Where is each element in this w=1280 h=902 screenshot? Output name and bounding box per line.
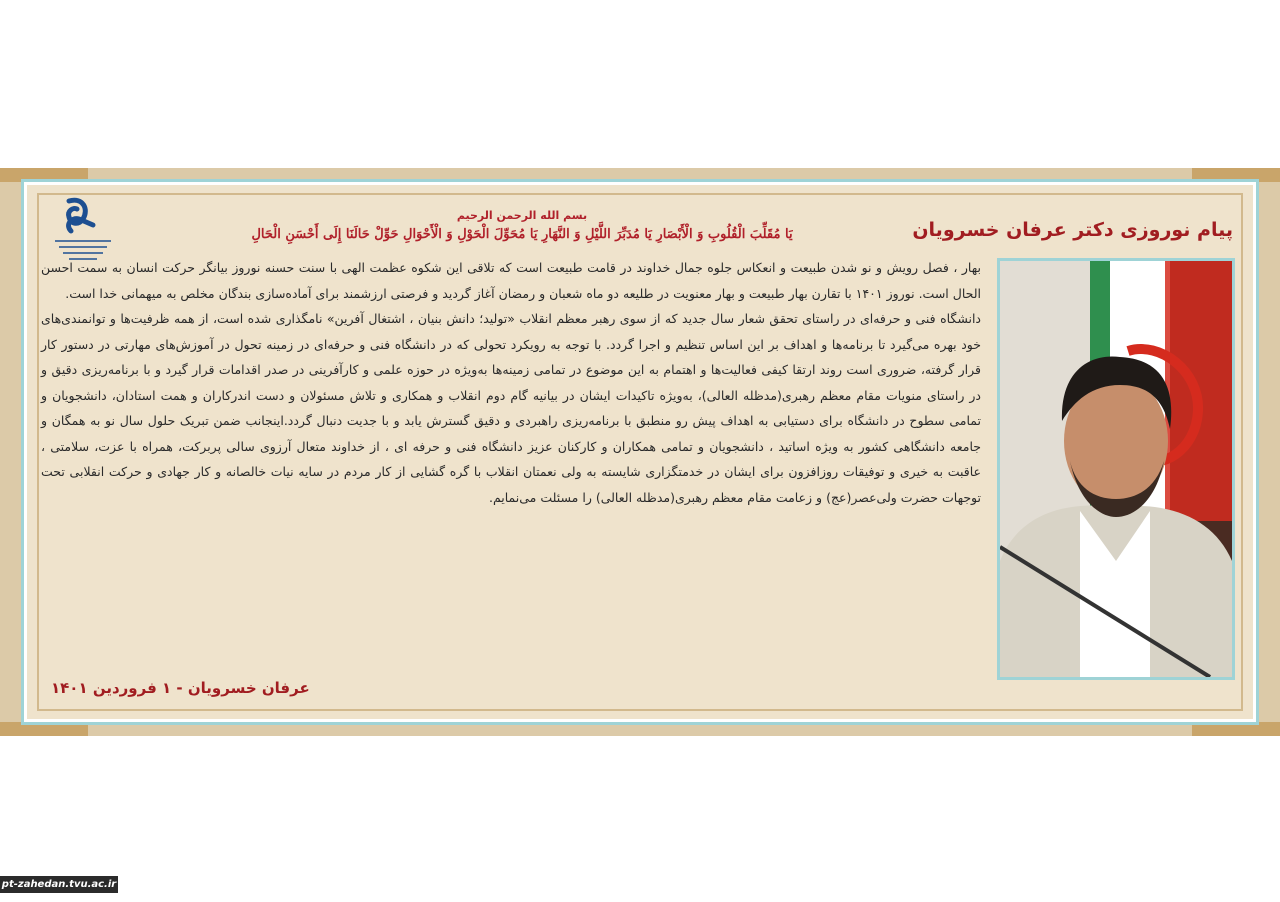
bismillah: بسم الله الرحمن الرحیم xyxy=(456,209,588,222)
site-watermark: pt-zahedan.tvu.ac.ir xyxy=(0,876,118,893)
corner-ornament xyxy=(1192,722,1280,736)
corner-ornament xyxy=(0,722,88,736)
message-frame xyxy=(24,182,1256,722)
corner-ornament xyxy=(0,168,88,182)
signature: عرفان خسرویان - ۱ فروردین ۱۴۰۱ xyxy=(51,679,310,697)
portrait-photo xyxy=(997,258,1235,680)
message-body xyxy=(41,255,981,510)
corner-ornament xyxy=(1192,168,1280,182)
page-title: پیام نوروزی دکتر عرفان خسرویان xyxy=(912,219,1233,241)
nowruz-banner xyxy=(0,168,1280,736)
portrait-photo-icon xyxy=(1000,261,1232,677)
nowruz-prayer-verse: یَا مُقَلِّبَ الْقُلُوبِ وَ الْأَبْصَارِ یَا مُدَبِّرَ اللَّیْلِ وَ النَّهَارِ یَا مُحَوِّلَ الْحَوْلِ وَ الْأَحْوَالِ حَوِّلْ حَالَنَا إِلَى أَحْسَنِ الْحَالِ xyxy=(251,227,793,242)
message-paragraph: دانشگاه فنی و حرفه‌ای در راستای تحقق شعار سال جدید که از سوی رهبر معظم انقلاب «تولید؛ دانش بنیان ، اشتغال آفرین» نامگذاری شده است، از همه ظرفیت‌ها و توانمندی‌های خود بهره می‌گیرد تا برنامه‌ها و اهداف بر این اساس تنظیم و اجرا گردد. با توجه به رویکرد تحولی که در دانشگاه فنی و حرفه‌ای در زمینه تحول در آموزش‌های مهارتی در دستور کار قرار گرفته، ضروری است روند ارتقا کیفی فعالیت‌ها و اهتمام به این موضوع در تمامی زمینه‌ها به‌ویژه در حوزه علمی و کارآفرینی در صدر اقدامات قرار گیرد و با برنامه‌ریزی دقیق و در راستای منویات مقام معظم رهبری(مدظله العالی)، به‌ویژه تاکیدات ایشان در بیانیه گام دوم انقلاب و همکاری و تلاش مسئولان و دست اندرکاران و همت استادان، دانشجویان و تمامی سطوح در دانشگاه برای دستیابی به اهداف پیش رو منطبق با برنامه‌ریزی راهبردی و دقیق گسترش یابد و با جدیت دنبال گردد.اینجانب ضمن تبریک حلول سال نو به همگان و جامعه دانشگاهی کشور به ویژه اساتید ، دانشجویان و تمامی همکاران و کارکنان عزیز دانشگاه فنی و حرفه ای ، از خداوند متعال آرزوی سالی پربرکت، همراه با عزت، سلامتی ، عاقبت به خیری و توفیقات روزافزون برای ایشان در خدمتگزاری شایسته به ولی نعمتان انقلاب با گره گشایی از کار مردم در سایه نیات خالصانه و کار جهادی و حرکت انقلابی تحت توجهات حضرت ولی‌عصر(عج) و زعامت مقام معظم رهبری(مدظله العالی) را مسئلت می‌نمایم. xyxy=(41,311,981,505)
message-paragraph: بهار ، فصل رویش و نو شدن طبیعت و انعکاس جلوه جمال خداوند در قامت طبیعت است که تلاقی این شکوه عظمت الهی با سنت حسنه نوروز بیانگر حرکت انسان به سمت احسن الحال است. نوروز ۱۴۰۱ با تقارن بهار طبیعت و بهار معنویت در طلیعه دو ماه شعبان و رمضان آغاز گردید و فرصتی ارزشمند برای آماده‌سازی بندگان مخلص به میهمانی خدا است. xyxy=(41,260,981,301)
